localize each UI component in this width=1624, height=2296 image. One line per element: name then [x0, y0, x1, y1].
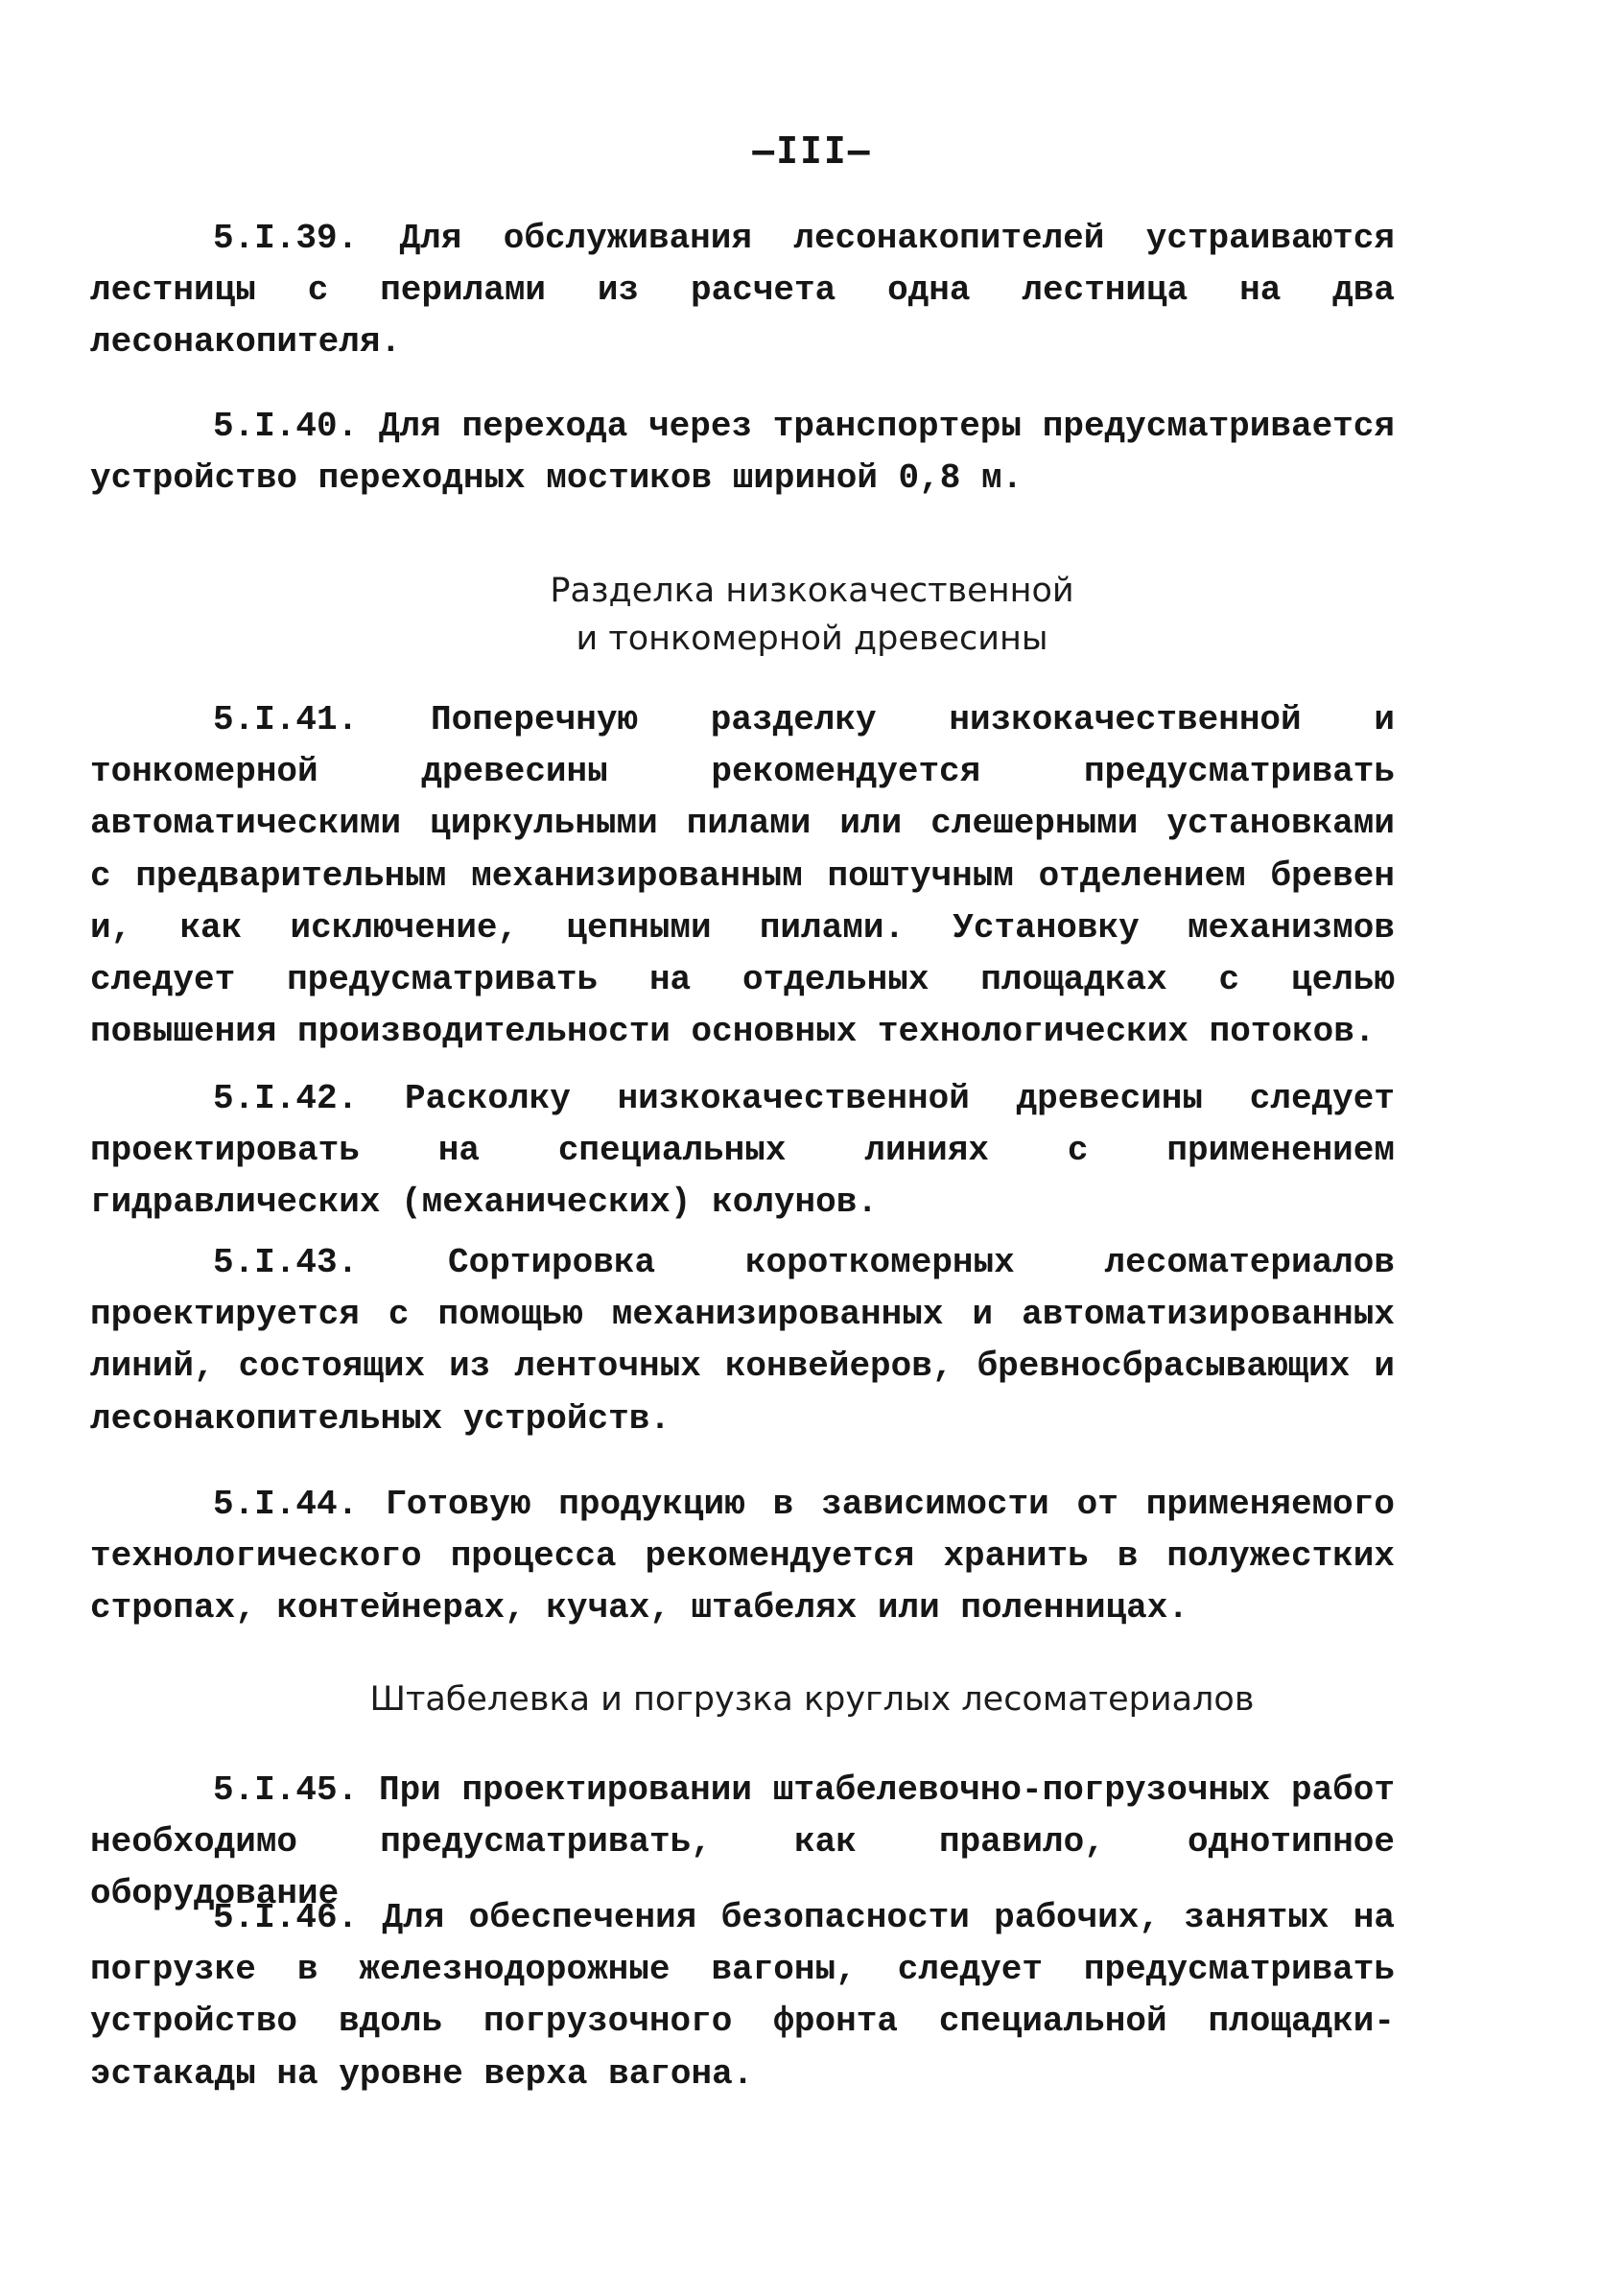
paragraph-5-1-44: 5.I.44. Готовую продукцию в зависимости от применяемого технологического процесса рекомендуется хранить в полужестких стропах, контейнерах, кучах, штабелях или поленницах.	[90, 1485, 1395, 1628]
paragraph-5-1-41: 5.I.41. Поперечную разделку низкокачественной и тонкомерной древесины рекомендуется предусматривать автоматическими циркульными пилами или слешерными установками с предварительным механизированным поштучным отделением бревен и, как исключение, цепными пилами. Установку механизмов следует предусматривать на отдельных площадках с целью повышения производительности основных технологических потоков.	[90, 700, 1395, 1052]
paragraph-5-1-45: 5.I.45. При проектировании штабелевочно-погрузочных работ необходимо предусматривать, как правило, однотипное оборудование	[90, 1770, 1395, 1914]
paragraph-5-1-40: 5.I.40. Для перехода через транспортеры предусматривается устройство переходных мостиков шириной 0,8 м.	[90, 407, 1395, 499]
section-heading-line-2: и тонкомерной древесины	[576, 620, 1048, 658]
page-number: —III—	[752, 129, 872, 172]
section-heading-timber-cutting	[0, 567, 1624, 663]
paragraph-5-1-43: 5.I.43. Сортировка короткомерных лесоматериалов проектируется с помощью механизированных и автоматизированных линий, состоящих из ленточных конвейеров, бревносбрасывающих и лесонакопительных устройств.	[90, 1243, 1395, 1439]
section-heading-line-1: Разделка низкокачественной	[550, 572, 1074, 610]
paragraph-5-1-39: 5.I.39. Для обслуживания лесонакопителей устраиваются лестницы с перилами из расчета одна лестница на два лесонакопителя.	[90, 219, 1395, 363]
paragraph-5-1-42: 5.I.42. Расколку низкокачественной древесины следует проектировать на специальных линиях с применением гидравлических (механических) колунов.	[90, 1079, 1395, 1223]
section-heading-stacking-loading: Штабелевка и погрузка круглых лесоматериалов	[369, 1680, 1255, 1719]
paragraph-5-1-46: 5.I.46. Для обеспечения безопасности рабочих, занятых на погрузке в железнодорожные вагоны, следует предусматривать устройство вдоль погрузочного фронта специальной площадки-эстакады на уровне верха вагона.	[90, 1898, 1395, 2094]
